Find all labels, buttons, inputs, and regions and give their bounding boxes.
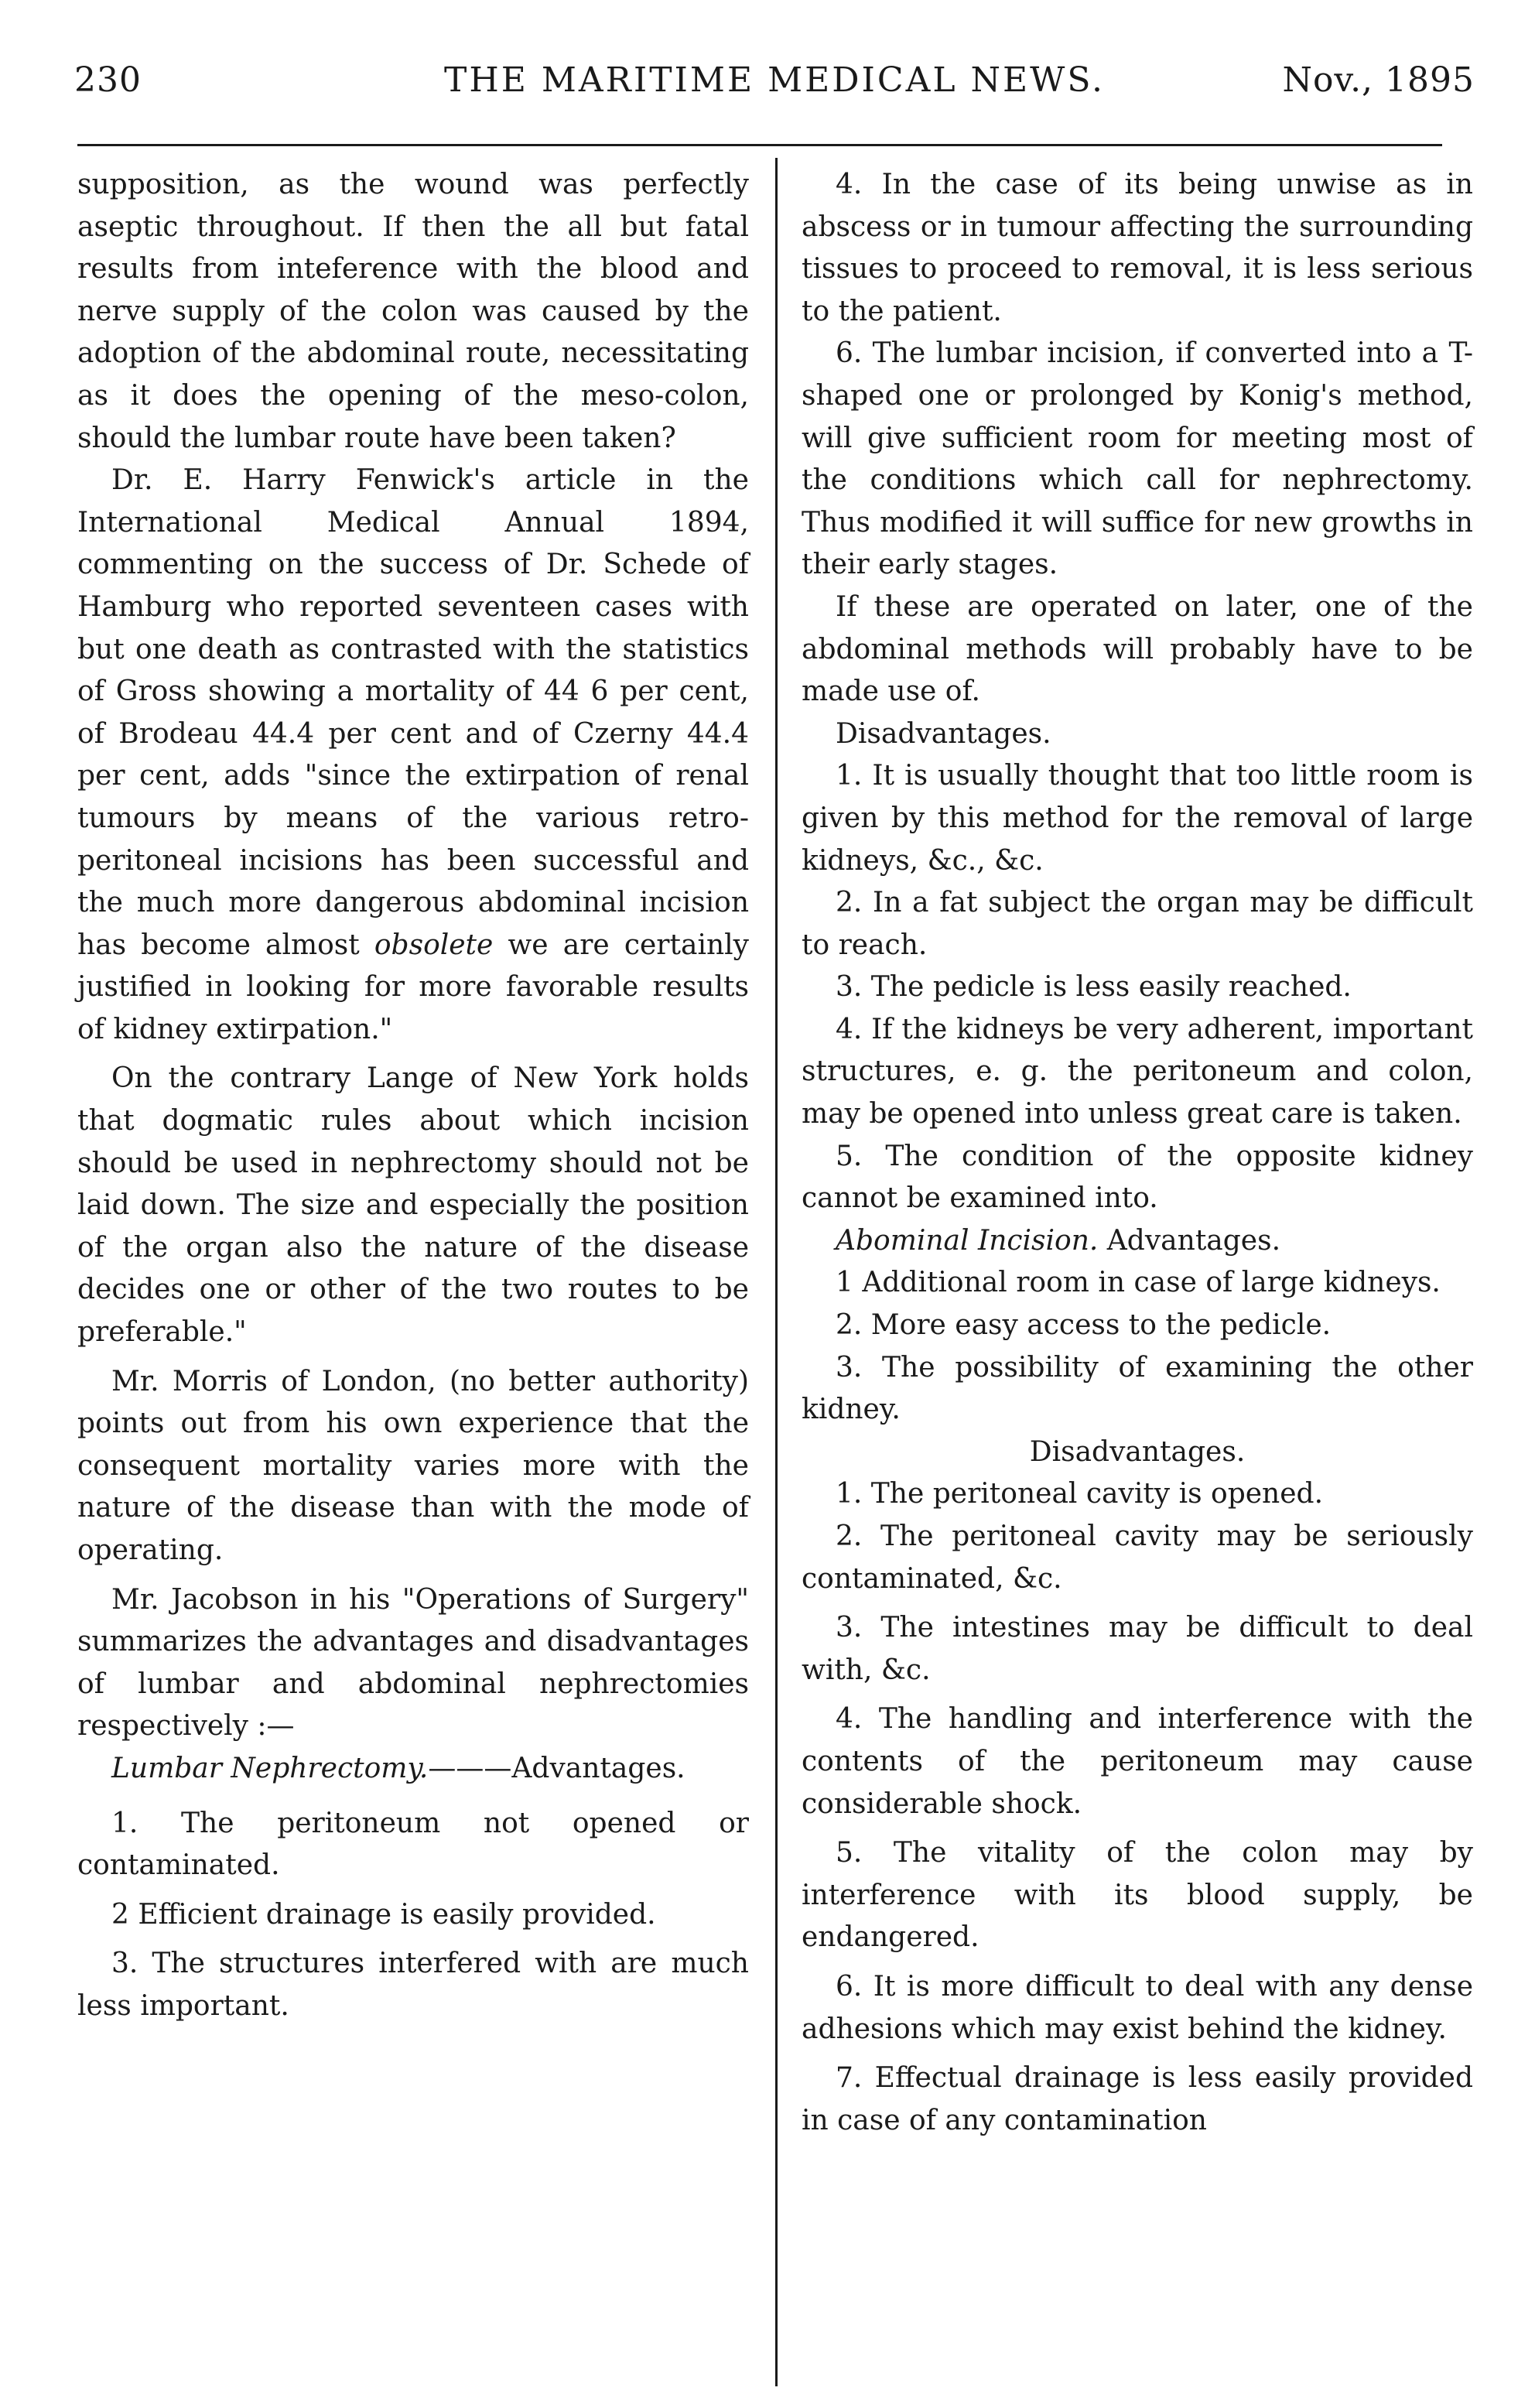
section-subtitle: ———Advantages. bbox=[428, 1752, 685, 1784]
list-item: 1 Additional room in case of large kidneys. bbox=[836, 1267, 1441, 1299]
list-item: 4. If the kidneys be very adherent, important structures, e. g. the peritoneum and colon, may be opened into unless great care is taken. bbox=[802, 1013, 1473, 1130]
list-item: 2. In a fat subject the organ may be difficult to reach. bbox=[802, 887, 1473, 961]
paragraph: On the contrary Lange of New York holds that dogmatic rules about which incision should be used in nephrectomy should not be laid down. The size and especially the position of the organ also the nature of the disease decides one or other of the two routes to be preferable." bbox=[77, 1062, 749, 1349]
text-run: Dr. E. Harry Fenwick's article in the International Medical Annual 1894, commenting on the success of Dr. Schede of Hamburg who reported seventeen cases with but one death as contrasted with the statistics of Gross showing a mortality of 44 6 per cent, of Brodeau 44.4 per cent and of Czerny 44.4 per cent, adds "since the extirpation of renal tumours by means of the various retro-peritoneal incisions has been successful and the much more dangerous abdominal incision has become almost bbox=[77, 464, 749, 961]
subheading: Disadvantages. bbox=[836, 717, 1051, 750]
column-divider bbox=[775, 158, 778, 2386]
list-item: 6. The lumbar incision, if converted into a T-shaped one or prolonged by Konig's method, will give sufficient room for meeting most of the conditions which call for nephrectomy. Thus modified it will suffice for new growths in their early stages. bbox=[802, 337, 1473, 581]
paragraph: Mr. Jacobson in his "Operations of Surgery" summarizes the advantages and disadvantages of lumbar and abdominal nephrectomies respectively :— bbox=[77, 1583, 749, 1743]
list-item: 1. It is usually thought that too little room is given by this method for the removal of large kidneys, &c., &c. bbox=[802, 760, 1473, 877]
list-item: 2. The peritoneal cavity may be seriously contaminated, &c. bbox=[802, 1520, 1473, 1595]
list-item: 5. The condition of the opposite kidney cannot be examined into. bbox=[802, 1140, 1473, 1215]
paragraph: If these are operated on later, one of the abdominal methods will probably have to be made use of. bbox=[802, 590, 1473, 708]
right-column bbox=[802, 164, 1473, 2142]
list-item: 3. The structures interfered with are much less important. bbox=[77, 1948, 749, 2022]
list-item: 2 Efficient drainage is easily provided. bbox=[111, 1898, 656, 1931]
section-heading bbox=[77, 1748, 749, 1791]
list-item: 7. Effectual drainage is less easily provided in case of any contamination bbox=[802, 2062, 1473, 2136]
section-heading bbox=[802, 1220, 1473, 1263]
text-run: we are certainly justified in looking for more favorable results of kidney extirpation." bbox=[77, 929, 749, 1045]
italic-term: obsolete bbox=[374, 929, 494, 961]
section-title: Lumbar Nephrectomy. bbox=[111, 1752, 429, 1784]
header-rule bbox=[77, 144, 1442, 146]
section-title: Abominal Incision. bbox=[836, 1224, 1099, 1257]
list-item: 6. It is more difficult to deal with any dense adhesions which may exist behind the kidney. bbox=[802, 1970, 1473, 2045]
issue-date: Nov., 1895 bbox=[1282, 60, 1475, 100]
left-column bbox=[77, 164, 749, 2028]
list-item: 3. The pedicle is less easily reached. bbox=[836, 971, 1352, 1004]
journal-title: THE MARITIME MEDICAL NEWS. bbox=[444, 60, 1105, 100]
section-subtitle: Advantages. bbox=[1098, 1224, 1281, 1257]
list-item: 1. The peritoneum not opened or contaminated. bbox=[77, 1807, 749, 1882]
paragraph: Mr. Morris of London, (no better authority) points out from his own experience that the consequent mortality varies more with the nature of the disease than with the mode of operating. bbox=[77, 1365, 749, 1566]
subheading: Disadvantages. bbox=[1029, 1435, 1246, 1468]
list-item: 3. The intestines may be difficult to deal with, &c. bbox=[802, 1612, 1473, 1686]
list-item: 1. The peritoneal cavity is opened. bbox=[836, 1478, 1324, 1510]
list-item: 4. The handling and interference with the contents of the peritoneum may cause considerable shock. bbox=[802, 1703, 1473, 1820]
list-item: 4. In the case of its being unwise as in abscess or in tumour affecting the surrounding tissues to proceed to removal, it is less serious to the patient. bbox=[802, 169, 1473, 327]
paragraph bbox=[77, 460, 749, 1051]
list-item: 3. The possibility of examining the other kidney. bbox=[802, 1351, 1473, 1426]
list-item: 5. The vitality of the colon may by interference with its blood supply, be endangered. bbox=[802, 1837, 1473, 1954]
page-number: 230 bbox=[74, 60, 142, 100]
list-item: 2. More easy access to the pedicle. bbox=[836, 1309, 1332, 1342]
paragraph: supposition, as the wound was perfectly aseptic throughout. If then the all but fatal results from inteference with the blood and nerve supply of the colon was caused by the adoption of the abdominal route, necessitating as it does the opening of the meso-colon, should the lumbar route have been taken? bbox=[77, 169, 749, 454]
page-header bbox=[74, 60, 1475, 115]
